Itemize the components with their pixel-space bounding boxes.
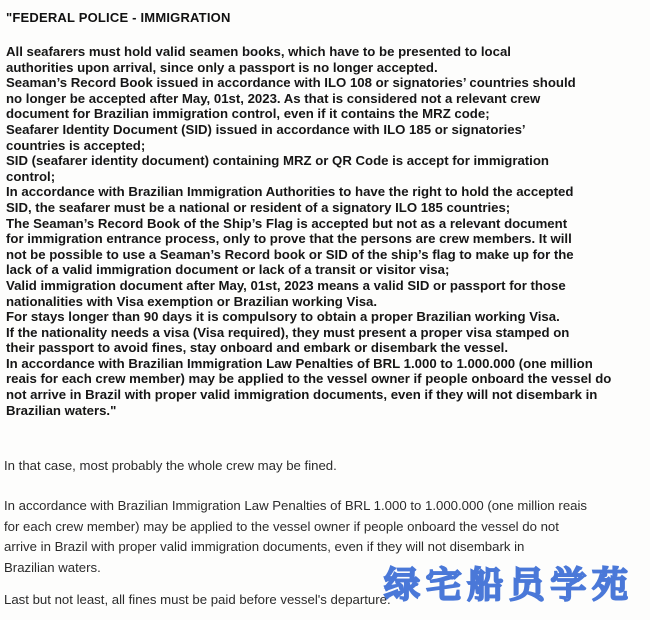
scanned-notice (6, 10, 638, 418)
watermark-char: 船 (467, 564, 504, 606)
notice-line: For stays longer than 90 days it is compulsory to obtain a proper Brazilian working Visa. (6, 309, 560, 325)
notice-line: not arrive in Brazil with proper valid immigration documents, even if they will not disembark in (6, 387, 598, 403)
paragraph-line: arrive in Brazil with proper valid immigration documents, even if they will not disembark in (4, 539, 525, 554)
notice-line: Valid immigration document after May, 01st, 2023 means a valid SID or passport for those (6, 277, 566, 293)
notice-line: Brazilian waters." (6, 402, 117, 418)
notice-line: In accordance with Brazilian Immigration Authorities to have the right to hold the accepted (6, 184, 574, 200)
paragraph-line: Brazilian waters. (4, 559, 101, 575)
notice-line: Seaman’s Record Book issued in accordance with ILO 108 or signatories’ countries should (6, 75, 576, 91)
notice-line: In accordance with Brazilian Immigration Law Penalties of BRL 1.000 to 1.000.000 (one million (6, 355, 593, 371)
watermark-char: 宅 (425, 564, 462, 606)
watermark-char: 员 (508, 564, 545, 606)
notice-line: SID (seafarer identity document) containing MRZ or QR Code is accept for immigration (6, 153, 549, 169)
watermark-logo (384, 562, 628, 608)
notice-line: not be possible to use a Seaman’s Record book or SID of the ship’s flag to make up for the (6, 246, 574, 262)
paragraph-line: for each crew member) may be applied to the vessel owner if people onboard the vessel do not (4, 518, 559, 534)
notice-line: for immigration entrance process, only to prove that the persons are crew members. It will (6, 231, 572, 247)
watermark-char: 绿 (384, 564, 421, 606)
crew-fined-paragraph (4, 456, 337, 477)
notice-line: their passport to avoid fines, stay onboard and embark or disembark the vessel. (6, 340, 509, 356)
notice-body (6, 44, 638, 418)
notice-line: reais for each crew member) may be applied to the vessel owner if people onboard the vessel do (6, 371, 612, 387)
notice-line: lack of a valid immigration document or lack of a transit or visitor visa; (6, 262, 450, 278)
notice-line: no longer be accepted after May, 01st, 2023. As that is considered not a relevant crew (6, 90, 541, 106)
watermark-char: 苑 (591, 564, 628, 606)
paragraph-line: In accordance with Brazilian Immigration Law Penalties of BRL 1.000 to 1.000.000 (one million reais (4, 498, 588, 513)
watermark-char: 学 (550, 564, 587, 606)
notice-line: SID, the seafarer must be a national or resident of a signatory ILO 185 countries; (6, 199, 511, 215)
notice-line: Seafarer Identity Document (SID) issued in accordance with ILO 185 or signatories’ (6, 121, 526, 137)
notice-line: If the nationality needs a visa (Visa required), they must present a proper visa stamped on (6, 324, 570, 340)
notice-line: countries is accepted; (6, 137, 146, 153)
notice-line: The Seaman’s Record Book of the Ship’s Flag is accepted but not as a relevant document (6, 215, 568, 231)
notice-line: All seafarers must hold valid seamen books, which have to be presented to local (6, 44, 511, 59)
fines-paid-paragraph (4, 590, 391, 611)
notice-heading: "FEDERAL POLICE - IMMIGRATION (6, 10, 231, 25)
notice-line: nationalities with Visa exemption or Brazilian working Visa. (6, 293, 378, 309)
notice-line: authorities upon arrival, since only a passport is no longer accepted. (6, 59, 438, 75)
notice-line: document for Brazilian immigration control, even if it contains the MRZ code; (6, 106, 490, 122)
paragraph-line: Last but not least, all fines must be paid before vessel's departure. (4, 592, 391, 607)
paragraph-line: In that case, most probably the whole crew may be fined. (4, 458, 337, 473)
notice-line: control; (6, 168, 56, 184)
